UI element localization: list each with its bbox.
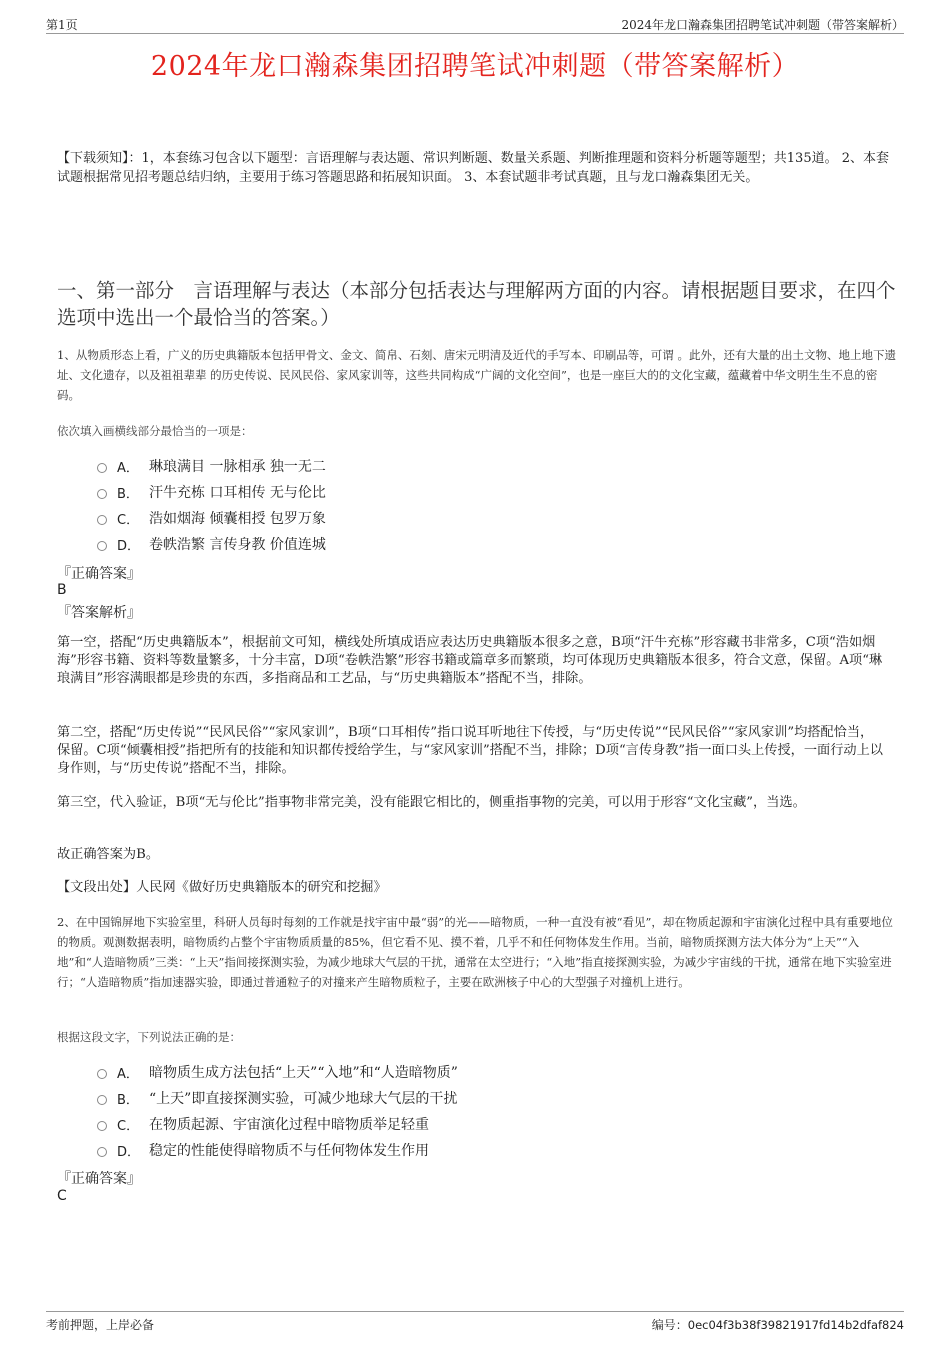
footer-slogan: 考前押题，上岸必备 [46, 1318, 155, 1332]
q1-source: 【文段出处】人民网《做好历史典籍版本的研究和挖掘》 [57, 880, 387, 895]
q1-analysis-paragraph-2: 第二空，搭配“历史传说”“民风民俗”“家风家训”，B项“口耳相传”指口说耳听地往下传授，与“历史传说”“民风民俗”“家风家训”均搭配恰当，保留。C项“倾囊相授”指把所有的技能和知识都传授给学生，与“家风家训”搭配不当，排除；D项“言传身教”指一面口头上传授，一面行动上以身作则，与“历史传说”搭配不当，排除。 [57, 725, 883, 776]
q2-option-b[interactable]: B． “上天”即直接探测实验，可减少地球大气层的干扰 [97, 1085, 458, 1111]
q2-option-d[interactable]: D． 稳定的性能使得暗物质不与任何物体发生作用 [97, 1137, 458, 1163]
radio-icon[interactable] [97, 541, 107, 551]
question-2-instruction: 根据这段文字，下列说法正确的是： [57, 1030, 241, 1044]
question-1-instruction: 依次填入画横线部分最恰当的一项是： [57, 424, 253, 438]
section-title: 一、第一部分 言语理解与表达（本部分包括表达与理解两方面的内容。请根据题目要求，在四个选项中选出一个最恰当的答案。） [57, 279, 896, 329]
radio-icon[interactable] [97, 1121, 107, 1131]
q1-option-c[interactable]: C． 浩如烟海 倾囊相授 包罗万象 [97, 505, 326, 531]
download-notice: 【下载须知】：1，本套练习包含以下题型：言语理解与表达题、常识判断题、数量关系题、判断推理题和资料分析题等题型；共135道。 2、本套试题根据常见招考题总结归纳，主要用于练习答题思路和拓展知识面。 3、本套试题非考试真题，且与龙口瀚森集团无关。 [57, 151, 889, 185]
q1-option-b[interactable]: B． 汗牛充栋 口耳相传 无与伦比 [97, 479, 326, 505]
question-1-stem: 1、从物质形态上看，广义的历史典籍版本包括甲骨文、金文、简帛、石刻、唐宋元明清及近代的手写本、印刷品等，可谓 。此外，还有大量的出土文物、地上地下遗址、文化遗存，以及祖祖辈辈 的历史传说、民风民俗、家风家训等，这些共同构成“广阔的文化空间”，也是一座巨大的的文化宝藏，蕴藏着中华文明生生不息的密码。 [57, 348, 896, 402]
q2-answer: C [57, 1188, 67, 1204]
question-2-stem: 2、在中国锦屏地下实验室里，科研人员每时每刻的工作就是找宇宙中最“弱”的光——暗物质，一种一直没有被“看见”，却在物质起源和宇宙演化过程中具有重要地位的物质。观测数据表明，暗物质约占整个宇宙物质质量的85%，但它看不见、摸不着，几乎不和任何物体发生作用。当前，暗物质探测方法大体分为“上天”“入地”和“人造暗物质”三类：“上天”指间接探测实验，为减少地球大气层的干扰，通常在太空进行；“入地”指直接探测实验，为减少宇宙线的干扰，通常在地下实验室进行；“人造暗物质”指加速器实验，即通过普通粒子的对撞来产生暗物质粒子，主要在欧洲核子中心的大型强子对撞机上进行。 [57, 915, 893, 989]
q2-option-a[interactable]: A． 暗物质生成方法包括“上天”“入地”和“人造暗物质” [97, 1059, 458, 1085]
header-doc-title: 2024年龙口瀚森集团招聘笔试冲刺题（带答案解析） [621, 18, 904, 32]
footer-code-value: 0ec04f3b38f39821917fd14b2dfaf824 [687, 1318, 904, 1332]
q1-analysis-paragraph-1: 第一空，搭配“历史典籍版本”，根据前文可知，横线处所填成语应表达历史典籍版本很多之意，B项“汗牛充栋”形容藏书非常多，C项“浩如烟海”形容书籍、资料等数量繁多，十分丰富，D项“卷帙浩繁”形容书籍或篇章多而繁琐，均可体现历史典籍版本很多，符合文意，保留。A项“琳琅满目”形容满眼都是珍贵的东西，多指商品和工艺品，与“历史典籍版本”搭配不当，排除。 [57, 635, 883, 686]
q1-option-d[interactable]: D． 卷帙浩繁 言传身教 价值连城 [97, 531, 326, 557]
radio-icon[interactable] [97, 1147, 107, 1157]
radio-icon[interactable] [97, 1095, 107, 1105]
radio-icon[interactable] [97, 489, 107, 499]
q2-option-c[interactable]: C． 在物质起源、宇宙演化过程中暗物质举足轻重 [97, 1111, 458, 1137]
q1-option-a[interactable]: A． 琳琅满目 一脉相承 独一无二 [97, 453, 326, 479]
page-title: 2024年龙口瀚森集团招聘笔试冲刺题（带答案解析） [150, 51, 800, 82]
page-number: 第1页 [46, 18, 78, 32]
question-2-options [97, 1059, 458, 1163]
q1-analysis-paragraph-3: 第三空，代入验证，B项“无与伦比”指事物非常完美，没有能跟它相比的，侧重指事物的完美，可以用于形容“文化宝藏”，当选。 [57, 795, 806, 810]
page-header [46, 14, 904, 34]
question-1-options [97, 453, 326, 557]
radio-icon[interactable] [97, 463, 107, 473]
q2-answer-label: 『正确答案』 [57, 1171, 141, 1187]
page-footer [46, 1311, 904, 1334]
radio-icon[interactable] [97, 515, 107, 525]
q1-analysis-conclusion: 故正确答案为B。 [57, 847, 160, 862]
radio-icon[interactable] [97, 1069, 107, 1079]
q1-answer-label: 『正确答案』 [57, 566, 141, 582]
footer-code-label: 编号： [651, 1318, 688, 1332]
footer-code [652, 1316, 904, 1333]
q1-analysis-label: 『答案解析』 [57, 605, 141, 621]
q1-answer: B [57, 582, 67, 598]
